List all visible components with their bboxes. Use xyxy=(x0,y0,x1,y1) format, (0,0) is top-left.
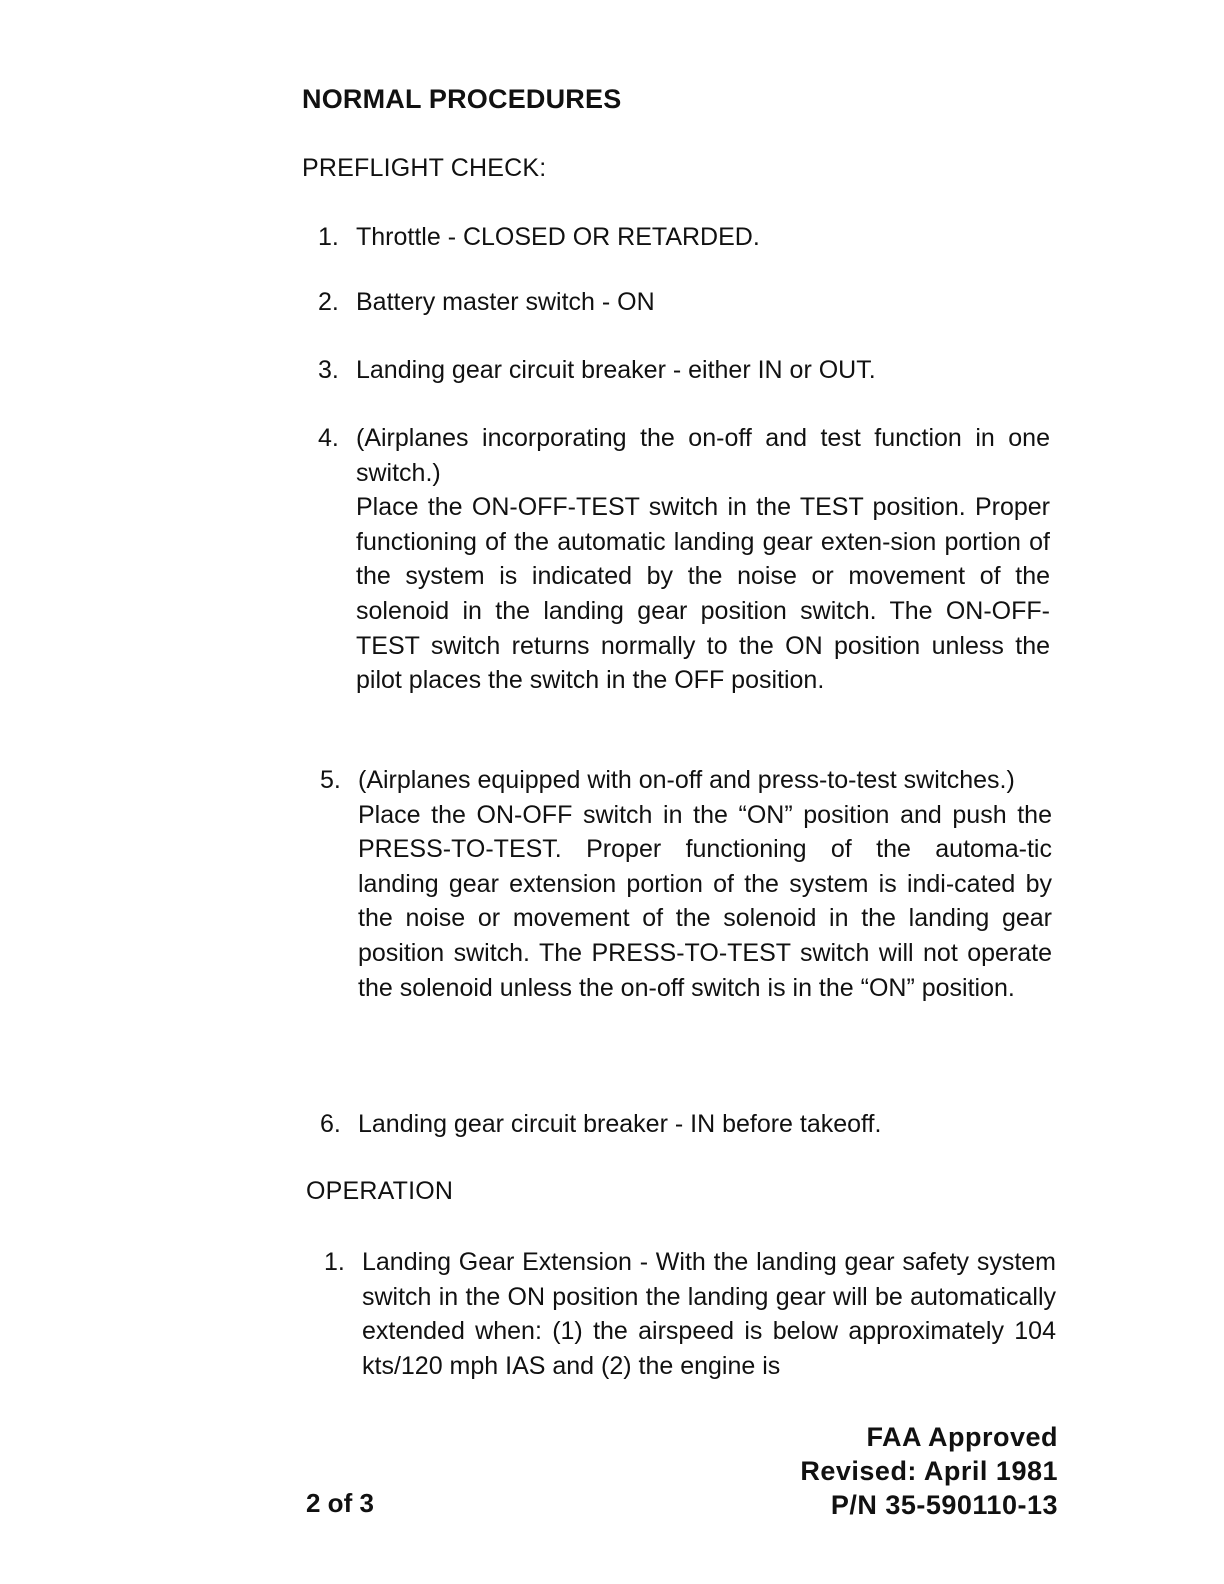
item-number: 2. xyxy=(318,288,339,316)
revision-date: Revised: April 1981 xyxy=(800,1456,1058,1486)
item-line: Landing gear circuit breaker - either IN or OUT. xyxy=(356,356,876,384)
item-number: 4. xyxy=(318,424,339,452)
page-heading: NORMAL PROCEDURES xyxy=(302,84,622,114)
item-number: 5. xyxy=(320,766,341,794)
item-line: (Airplanes incorporating the on-off and test function in one switch.) xyxy=(356,424,1050,487)
item-line: Landing gear circuit breaker - IN before takeoff. xyxy=(358,1110,882,1138)
item-number: 6. xyxy=(320,1110,341,1138)
item-line: Place the ON-OFF-TEST switch in the TEST position. Proper functioning of the automatic landing gear exten-sion portion of the system is indicated by the noise or movement of the solenoid in the landing gear position switch. The ON-OFF-TEST switch returns normally to the ON position unless the pilot places the switch in the OFF position. xyxy=(356,493,1050,695)
item-text xyxy=(356,220,1050,255)
preflight-check-title: PREFLIGHT CHECK: xyxy=(302,154,547,182)
item-text xyxy=(356,421,1050,698)
faa-approved-label: FAA Approved xyxy=(866,1422,1058,1452)
item-text xyxy=(358,763,1052,1005)
item-text xyxy=(358,1107,1052,1142)
item-text xyxy=(356,353,1050,388)
part-number: P/N 35-590110-13 xyxy=(830,1490,1058,1520)
item-line: Throttle - CLOSED OR RETARDED. xyxy=(356,223,760,251)
item-line: Landing Gear Extension - With the landing gear safety system switch in the ON position the landing gear will be automatically extended when: (1) the airspeed is below approximately 104 kts/120 mph IAS and (2) the engine is xyxy=(362,1248,1056,1380)
item-line: (Airplanes equipped with on-off and press-to-test switches.) xyxy=(358,766,1015,794)
item-number: 1. xyxy=(318,223,339,251)
page-number: 2 of 3 xyxy=(306,1488,374,1518)
approval-block xyxy=(800,1420,1058,1522)
item-number: 3. xyxy=(318,356,339,384)
item-number: 1. xyxy=(324,1248,345,1276)
item-line: Battery master switch - ON xyxy=(356,288,655,316)
item-text xyxy=(362,1245,1056,1383)
item-text xyxy=(356,285,1050,320)
operation-title: OPERATION xyxy=(306,1177,454,1205)
item-line: Place the ON-OFF switch in the “ON” position and push the PRESS-TO-TEST. Proper functioning of the automa-tic landing gear extension portion of the system is indi-cated by the noise or movement of the solenoid in the landing gear position switch. The PRESS-TO-TEST switch will not operate the solenoid unless the on-off switch is in the “ON” position. xyxy=(358,800,1052,1002)
